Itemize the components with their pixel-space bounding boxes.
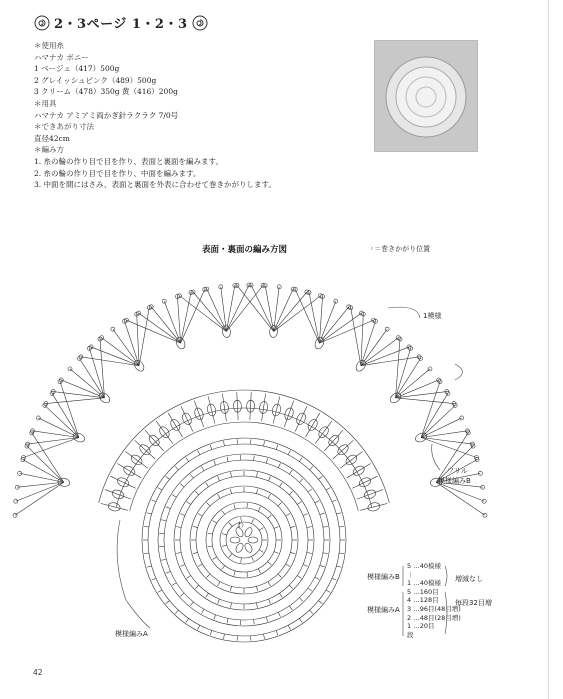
stitch-mark [151,500,156,502]
stitch-mark [280,593,283,597]
stitch-mark [213,557,217,560]
materials-line: 1. 糸の輪の作り目で目を作り、表面と裏面を編みます。 [34,156,223,166]
band-stitch [105,490,131,500]
stitch-mark [190,602,193,606]
center-petal [230,537,240,543]
stitch-mark [172,495,176,498]
stitch-mark [297,502,301,505]
stitch-mark [315,500,319,502]
frill-stitch [361,329,387,366]
stitch-mark [256,489,257,494]
stitch-mark [198,564,202,567]
frill-stitch [81,357,139,366]
stitch-mark [339,526,344,527]
band-stitch [324,430,343,451]
materials-line: ハマナカ ボニー [34,52,89,62]
center-petal [248,537,258,543]
stitch-mark [175,610,178,614]
page-number: 42 [33,668,43,677]
stitch-mark [186,618,189,622]
stitch-mark [288,625,290,629]
band-stitch [333,440,354,459]
stitch-mark [207,503,211,507]
leader-line [388,307,420,318]
stitch-mark [268,476,270,481]
legend-note-text: ＝巻きかがり位置 [374,245,431,253]
stitch-mark [175,466,178,470]
row-count-item: 1 …40模様 [407,579,441,588]
frill-stitch [396,369,430,398]
pattern-b-band [99,390,390,512]
stitch-mark [158,590,162,593]
stitch-mark [147,566,152,567]
ring-outline [220,516,268,564]
label-pattern-a-side: 模様編みA [367,606,400,614]
stitch-mark [222,566,225,570]
stitch-mark [278,574,282,578]
close-marker-icon: ◦ [370,245,375,253]
band-stitch [284,401,293,427]
frill-stitch [91,347,139,366]
frill-stitch [421,382,440,438]
stitch-mark [286,564,290,567]
stitch-mark [227,457,228,462]
band-stitch [145,430,164,451]
diagram-title: 表面・裏面の編み方図 [202,245,288,255]
stitch-mark [310,466,313,470]
stitch-mark [207,574,211,578]
stitch-mark [308,588,312,591]
stitch-mark [326,488,330,491]
band-stitch [135,440,156,459]
stitch-mark [266,458,267,463]
stitch-mark [332,578,337,580]
stitch-mark [254,619,255,624]
frill-picot [13,513,17,517]
stitch-mark [303,514,308,516]
stitch-mark [336,566,341,567]
stitch-mark [193,552,198,553]
stitch-mark [266,617,267,622]
stitch-mark [144,553,149,554]
ring-outline [180,476,308,604]
stitch-mark [187,502,191,505]
materials-line: 2. 糸の輪の作り目で目を作り、中面を編みます。 [34,168,201,178]
frill-stitch [70,369,104,398]
ring-outline [226,522,262,558]
stitch-mark [218,494,221,498]
stitch-mark [268,515,272,518]
stitch-mark [206,593,209,597]
stitch-mark [229,554,232,558]
stitch-mark [186,457,189,461]
band-stitch [273,396,280,423]
row-count-item: 4 …128目 [407,596,439,605]
stitch-mark [180,514,185,516]
stitch-mark [218,476,220,481]
stitch-mark [339,553,344,554]
frill-stitch [226,285,263,331]
frill-stitch [309,293,319,344]
stitch-mark [180,564,185,566]
stitch-mark [307,527,312,528]
stitch-mark [320,513,325,515]
stitch-mark [223,634,224,639]
frill-stitch [251,285,274,331]
stitch-mark [290,526,295,527]
leader-line [432,444,440,470]
materials-line: 3. 中面を間にはさみ、表面と裏面を外表に合わせて巻きかがりします。 [34,180,276,190]
frill-stitch [274,292,307,331]
frill-stitch [79,358,104,397]
frill-stitch [265,285,273,331]
stitch-mark [202,466,205,470]
band-arc [116,408,372,507]
stitch-mark [289,585,293,589]
stitch-mark [195,491,199,495]
band-stitch [360,503,387,510]
stitch-mark [198,625,200,629]
stitch-mark [222,534,227,535]
stitch-mark [308,489,312,492]
stitch-mark [299,618,302,622]
frill-stitch [137,314,139,366]
frill-stitch [295,289,319,343]
frill-stitch [23,460,64,483]
stitch-mark [323,553,328,554]
label-pattern-1: 1模様 [423,312,442,320]
stitch-mark [231,472,232,477]
stitch-mark [214,615,216,620]
stitch-mark [274,527,279,529]
band-stitch [222,394,226,422]
stitch-mark [278,612,280,617]
materials-line: 2 グレイッシュピンク（489）500g [34,75,157,85]
frill-stitch [351,308,361,366]
materials-line: ハマナカ アミアミ両かぎ針ラクラク 7/0号 [34,110,179,120]
stitch-mark [161,559,166,560]
stitch-mark [251,519,253,524]
stitch-mark [278,463,280,468]
stitch-mark [218,582,221,586]
frill-stitch [361,314,363,366]
stitch-mark [286,514,290,517]
band-stitch [194,401,203,427]
stitch-mark [276,630,278,635]
stitch-mark [259,528,263,531]
stitch-mark [289,606,292,610]
stitch-mark [256,586,257,591]
frill-stitch [396,398,455,404]
stitch-mark [214,461,216,466]
frill-stitch [226,285,234,331]
stitch-mark [230,489,231,494]
stitch-mark [234,504,235,509]
row-count-item: 段 [407,630,414,639]
center-petal [243,526,253,538]
center-ring-mark: わ [237,521,244,529]
stitch-mark [166,571,171,573]
stitch-mark [218,599,220,604]
frill-stitch [27,446,64,482]
frill-stitch [23,437,78,457]
stitch-mark [299,479,302,483]
stitch-mark [315,577,319,579]
stitch-mark [332,500,337,502]
stitch-mark [289,491,293,495]
frill-stitch [139,308,149,366]
stitch-mark [198,514,202,517]
stitch-mark [323,526,328,527]
stitch-mark [326,590,330,593]
band-stitch [250,392,251,420]
stitch-mark [318,601,322,604]
stitch-mark [147,513,152,514]
band-stitch [347,463,371,477]
frill-stitch [46,398,105,404]
stitch-mark [251,556,253,561]
stitch-mark [223,441,224,446]
frill-stitch [226,285,249,331]
materials-line: 1 ベージュ（417）500g [34,64,120,74]
materials-line: ＊使用糸 [34,41,64,50]
stitch-mark [268,599,270,604]
frill-stitch [396,348,411,397]
center-petal [234,542,244,554]
band-stitch [168,413,182,437]
frill-stitch [113,329,139,366]
band-stitch [208,396,215,423]
stitch-mark [241,558,242,563]
stitch-mark [222,545,227,546]
stitch-mark [290,552,295,553]
frill-stitch [181,289,205,343]
stitch-mark [264,634,265,639]
stitch-mark [222,510,225,514]
frill-stitch [193,292,226,331]
row-count-item: 5 …40模様 [407,562,441,570]
stitch-mark [268,494,271,498]
frill-stitch [237,285,274,331]
row-count-item: 2 …48目(28目増) [407,613,461,622]
stitch-mark [193,526,198,527]
stitch-mark [176,527,181,528]
stitch-mark [195,585,199,589]
stitch-mark [336,513,341,514]
stitch-mark [318,476,322,479]
stitch-mark [259,550,263,553]
row-count-item: 5 …160目 [407,587,439,596]
leader-line [117,520,150,628]
stitch-mark [187,576,191,579]
label-pattern-a-bottom: 模様編みA [115,630,148,638]
stitch-mark [258,507,260,511]
row-count-item: 1 …20目 [407,622,435,631]
frill-picot [14,499,18,503]
frill-stitch [396,358,421,397]
stitch-mark [288,450,290,454]
stitch-mark [144,526,149,527]
materials-line: ＊できあがり寸法 [34,122,94,132]
materials-line: ＊用具 [34,98,57,108]
stitch-mark [234,571,235,576]
frill-stitch [396,339,401,398]
label-pattern-b: 模様編みB [438,477,471,485]
frill-stitch [60,382,79,438]
frill-stitch [361,347,409,366]
stitch-mark [227,618,228,623]
materials-line: 直径42cm [34,133,70,143]
row-count-item: 3 …96目(48目増) [407,604,461,613]
stitch-mark [256,603,257,608]
frill-stitch [361,357,419,366]
stitch-mark [274,552,279,554]
frill-stitch [361,338,398,366]
stitch-mark [198,450,200,454]
frill-stitch [102,338,139,366]
stitch-mark [256,472,257,477]
ring-outline [206,502,282,578]
label-frill: フリル [447,467,468,475]
stitch-mark [254,456,255,461]
stitch-mark [166,476,170,479]
stitch-mark [172,583,176,586]
stitch-mark [258,569,260,573]
ring-outline [158,454,330,626]
frill-stitch [421,437,476,457]
stitch-mark [210,445,212,450]
note-no-change: 増減なし [455,575,483,583]
stitch-mark [230,586,231,591]
stitch-mark [289,470,292,474]
stitch-mark [210,630,212,635]
stitch-mark [151,578,156,580]
stitch-mark [208,533,213,534]
stitch-mark [299,457,302,461]
page-title: 2・3ページ 1・2・3 [54,17,188,32]
stitch-mark [264,441,265,446]
stitch-mark [202,609,205,613]
stitch-mark [158,488,162,491]
stitch-mark [231,603,232,608]
frill-stitch [89,348,104,397]
stitch-mark [320,565,325,567]
stitch-mark [268,562,272,565]
stitch-mark [208,546,213,547]
band-stitch [357,490,383,500]
band-stitch [262,394,266,422]
stitch-mark [166,507,171,509]
stitch-mark [229,523,232,527]
stitch-mark [213,521,217,524]
stitch-mark [161,520,166,521]
frill-stitch [361,321,376,365]
stitch-mark [276,445,278,450]
stitch-mark [307,552,312,553]
stitch-mark [268,582,271,586]
note-increase: 毎段32目増 [455,599,492,607]
center-petal [243,542,253,554]
frill-stitch [100,339,105,398]
row-count-list [407,562,461,639]
ring-outline [142,438,346,642]
label-pattern-b-side: 模様編みB [367,573,400,581]
stitch-mark [176,552,181,553]
stitch-mark [206,483,209,487]
stitch-mark [190,474,193,478]
ring-outline [164,460,324,620]
band-stitch [101,503,128,510]
stitch-mark [280,483,283,487]
stitch-mark [180,593,184,596]
leader-line [455,364,463,380]
stitch-mark [297,576,301,579]
pattern-a-rings [142,438,346,642]
materials-line: 3 クリーム（478）350g 黄（416）200g [34,87,178,97]
frill-stitch [20,473,64,482]
frill-stitch [125,321,140,365]
frill-stitch [181,293,191,344]
row-count-item: ⋮ [407,570,414,579]
stitch-mark [310,610,313,614]
band-stitch [117,463,141,477]
stitch-mark [303,564,308,566]
materials-line: ＊編み方 [34,145,64,155]
stitch-mark [278,503,282,507]
stitch-mark [166,601,170,604]
stitch-mark [299,598,302,602]
band-stitch [237,392,238,420]
band-stitch [306,413,320,437]
stitch-mark [180,484,184,487]
